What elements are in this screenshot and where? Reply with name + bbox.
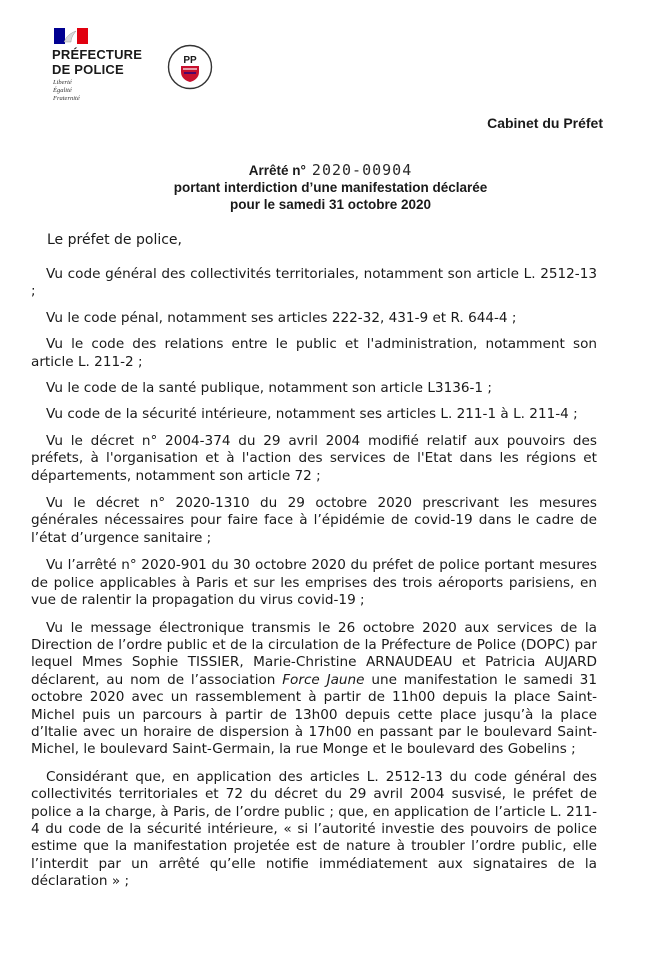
- message-text-before: Vu le message électronique transmis le 26 octobre 2020 aux services de la Direction de l’ordre public et de la circulation de la Préfecture de Police (DOPC) par lequel Mmes Sophie TISSIER, Marie-Christine ARNAUDEAU et Patricia AUJARD déclarent, au nom de l’association: [31, 619, 597, 688]
- considerant-paragraph: Considérant que, en application des articles L. 2512-13 du code général des collectivités territoriales et 72 du décret du 29 avril 2004 susvisé, le préfet de police a la charge, à Paris, de l’ordre public ; que, en application de l’article L. 211-4 du code de la sécurité intérieure, « si l’autorité investie des pouvoirs de police estime que la manifestation projetée est de nature à troubler l’ordre public, elle l’interdit par un arrêté qu’elle notifie immédiatement aux signataires de la déclaration » ;: [31, 768, 597, 890]
- arrete-title-line1: [0, 162, 661, 179]
- visa-paragraph: Vu le code de la santé publique, notamment son article L3136-1 ;: [46, 380, 492, 397]
- visa-paragraph: Vu le décret n° 2020-1310 du 29 octobre 2020 prescrivant les mesures générales nécessaires pour faire face à l’épidémie de covid-19 dans le cadre de l’état d’urgence sanitaire ;: [31, 495, 597, 546]
- arrete-number: 2020-00904: [311, 161, 413, 179]
- message-text-after: une manifestation le samedi 31 octobre 2020 avec un rassemblement à partir de 11h00 depuis la place Saint-Michel puis un parcours à partir de 13h00 depuis cette place jusqu’à la place d’Italie avec un horaire de dispersion à 17h00 en passant par le boulevard Saint-Michel, le boulevard Saint-Germain, la rue Monge et le boulevard des Gobelins ;: [31, 671, 597, 758]
- prefecture-name-line2: DE POLICE: [52, 62, 124, 77]
- visa-paragraph: Vu le code des relations entre le public et l'administration, notamment son article L. 211-2 ;: [31, 336, 597, 370]
- motto-fraternite: Fraternité: [53, 95, 80, 102]
- prefecture-name: [52, 47, 142, 77]
- republic-motto: [53, 79, 80, 103]
- document-body: [31, 266, 597, 901]
- prefecture-police-logo-icon: [167, 44, 213, 90]
- visa-paragraph: Vu l’arrêté n° 2020-901 du 30 octobre 2020 du préfet de police portant mesures de police applicables à Paris et sur les emprises des trois aéroports parisiens, en vue de ralentir la propagation du virus covid-19 ;: [31, 557, 597, 609]
- visa-paragraph: Vu le code pénal, notamment ses articles 222-32, 431-9 et R. 644-4 ;: [46, 309, 517, 326]
- arrete-title-line2: portant interdiction d’une manifestation déclarée: [173, 180, 488, 195]
- visa-paragraph: Vu code de la sécurité intérieure, notamment ses articles L. 211-1 à L. 211-4 ;: [46, 406, 578, 423]
- marianne-flag-icon: [54, 28, 88, 44]
- motto-liberte: Liberté: [53, 79, 72, 86]
- motto-egalite: Égalité: [53, 87, 72, 94]
- association-name: Force Jaune: [282, 671, 365, 688]
- arrete-label: Arrêté n°: [248, 163, 306, 178]
- visa-paragraph-message: [31, 620, 597, 759]
- arrete-title: [0, 162, 661, 213]
- arrete-title-line3: pour le samedi 31 octobre 2020: [229, 197, 432, 212]
- cabinet-du-prefet: Cabinet du Préfet: [487, 115, 603, 131]
- opening-line: Le préfet de police,: [47, 232, 182, 248]
- prefecture-name-line1: PRÉFECTURE: [52, 47, 143, 62]
- logo-pp-text: PP: [183, 55, 197, 66]
- visa-paragraph: Vu code général des collectivités territoriales, notamment son article L. 2512-13 ;: [31, 266, 597, 300]
- visa-paragraph: Vu le décret n° 2004-374 du 29 avril 2004 modifié relatif aux pouvoirs des préfets, à l'organisation et à l'action des services de l'Etat dans les régions et départements, notamment son article 72 ;: [31, 432, 597, 484]
